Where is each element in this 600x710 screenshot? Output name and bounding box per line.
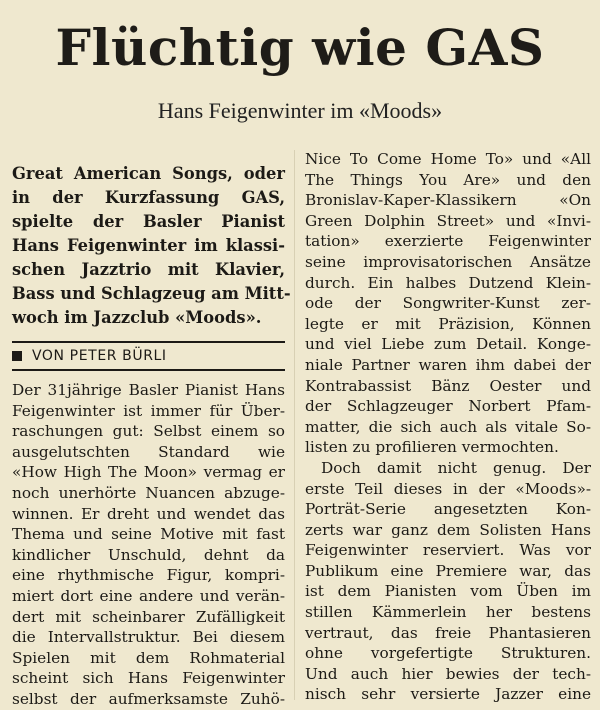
- body-line: Porträt-Serie angesetzten Kon-: [305, 500, 591, 519]
- body-line: ausgelutschten Standard wie: [12, 442, 285, 461]
- body-line: listen zu profilieren vermochten.: [305, 438, 559, 457]
- body-line: Kontrabassist Bänz Oester und: [305, 376, 591, 395]
- left-column-body: [12, 380, 285, 710]
- body-line: ist dem Pianisten vom Üben im: [305, 582, 591, 601]
- byline: [12, 348, 285, 364]
- byline-rule-top: [12, 341, 285, 343]
- body-line: Nice To Come Home To» und «All: [305, 150, 591, 168]
- body-line: The Things You Are» und den: [305, 170, 591, 189]
- body-line: seine improvisatorischen Ansätze: [305, 252, 591, 271]
- body-line: matter, die sich auch als vitale So-: [305, 417, 591, 436]
- lead-line: in der Kurzfassung GAS,: [12, 188, 285, 207]
- subheadline: Hans Feigenwinter im «Moods»: [157, 98, 443, 123]
- body-line: winnen. Er dreht und wendet das: [12, 504, 285, 523]
- body-line: stillen Kämmerlein her bestens: [305, 603, 591, 622]
- body-line: nisch sehr versierte Jazzer eine: [305, 685, 591, 704]
- byline-text: VON PETER BÜRLI: [32, 348, 167, 364]
- column-divider: [294, 150, 295, 700]
- body-line: tation» exerzierte Feigenwinter: [305, 232, 591, 251]
- square-bullet-icon: [12, 351, 22, 361]
- body-line: niale Partner waren ihm dabei der: [305, 355, 591, 374]
- byline-rule-bottom: [12, 369, 285, 371]
- body-line: Publikum eine Premiere war, das: [305, 561, 591, 580]
- lead-line: spielte der Basler Pianist: [12, 212, 285, 231]
- body-line: Feigenwinter reserviert. Was vor: [305, 541, 591, 560]
- body-line: dert mit scheinbarer Zufälligkeit: [12, 607, 285, 626]
- body-line: erste Teil dieses in der «Moods»-: [305, 479, 591, 498]
- right-column-body: [305, 149, 591, 705]
- body-line: durch. Ein halbes Dutzend Klein-: [305, 273, 591, 292]
- headline: Flüchtig wie GAS: [55, 18, 545, 77]
- body-line: Doch damit nicht genug. Der: [321, 458, 591, 477]
- lead-line: woch im Jazzclub «Moods».: [12, 308, 262, 327]
- body-line: legte er mit Präzision, Können: [305, 314, 591, 333]
- body-line: kindlicher Unschuld, dehnt da: [12, 545, 285, 564]
- body-line: Feigenwinter ist immer für Über-: [12, 401, 285, 420]
- body-line: Der 31jährige Basler Pianist Hans: [12, 381, 285, 399]
- body-line: eine rhythmische Figur, kompri-: [12, 566, 285, 585]
- lead-paragraph: [12, 162, 291, 330]
- lead-line: Bass und Schlagzeug am Mitt-: [12, 284, 291, 303]
- body-line: Spielen mit dem Rohmaterial: [12, 648, 285, 667]
- lead-line: Great American Songs, oder: [12, 164, 285, 183]
- body-line: Green Dolphin Street» und «Invi-: [305, 211, 591, 230]
- body-line: noch unerhörte Nuancen abzuge-: [12, 483, 285, 502]
- body-line: ode der Songwriter-Kunst zer-: [305, 294, 591, 313]
- body-line: «How High The Moon» vermag er: [12, 463, 285, 482]
- body-line: und viel Liebe zum Detail. Konge-: [305, 335, 591, 354]
- body-line: Bronislav-Kaper-Klassikern «On: [305, 191, 591, 210]
- body-line: zerts war ganz dem Solisten Hans: [305, 520, 591, 539]
- lead-line: schen Jazztrio mit Klavier,: [12, 260, 285, 279]
- body-line: selbst der aufmerksamste Zuhö-: [12, 689, 285, 708]
- body-line: raschungen gut: Selbst einem so: [12, 422, 285, 441]
- body-line: Thema und seine Motive mit fast: [12, 525, 285, 544]
- lead-line: Hans Feigenwinter im klassi-: [12, 236, 285, 255]
- body-line: vertraut, das freie Phantasieren: [305, 623, 591, 642]
- body-line: die Intervallstruktur. Bei diesem: [12, 628, 285, 647]
- body-line: Und auch hier bewies der tech-: [305, 664, 591, 683]
- body-line: der Schlagzeuger Norbert Pfam-: [305, 397, 591, 416]
- body-line: scheint sich Hans Feigenwinter: [12, 669, 285, 688]
- body-line: miert dort eine andere und verän-: [12, 586, 285, 605]
- body-line: ohne vorgefertigte Strukturen.: [305, 644, 591, 663]
